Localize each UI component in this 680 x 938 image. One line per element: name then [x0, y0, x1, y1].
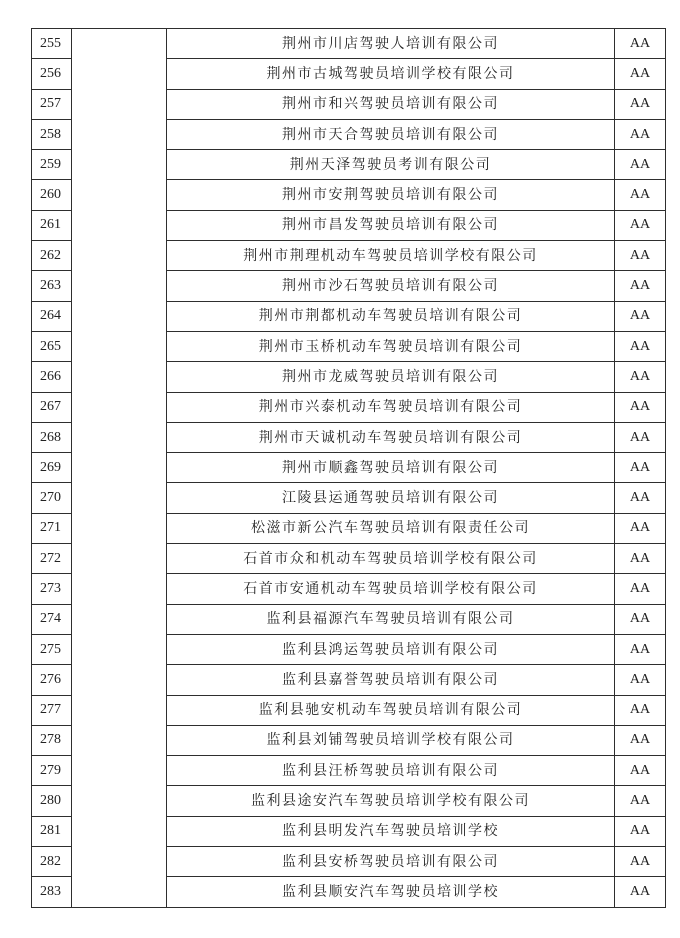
company-name: 石首市安通机动车驾驶员培训学校有限公司 — [167, 574, 615, 604]
credit-grade: AA — [615, 150, 666, 180]
row-number: 263 — [32, 271, 72, 301]
company-name: 荆州市天合驾驶员培训有限公司 — [167, 119, 615, 149]
table-row — [32, 29, 666, 59]
row-number: 282 — [32, 847, 72, 877]
row-number: 271 — [32, 513, 72, 543]
row-number: 270 — [32, 483, 72, 513]
company-name: 监利县汪桥驾驶员培训有限公司 — [167, 756, 615, 786]
company-name: 监利县刘铺驾驶员培训学校有限公司 — [167, 725, 615, 755]
credit-grade: AA — [615, 89, 666, 119]
credit-grade: AA — [615, 422, 666, 452]
credit-grade: AA — [615, 301, 666, 331]
credit-grade: AA — [615, 513, 666, 543]
row-number: 259 — [32, 150, 72, 180]
row-number: 275 — [32, 634, 72, 664]
company-name: 荆州天泽驾驶员考训有限公司 — [167, 150, 615, 180]
table-body — [32, 29, 666, 908]
credit-grade: AA — [615, 59, 666, 89]
company-name: 荆州市昌发驾驶员培训有限公司 — [167, 210, 615, 240]
credit-grade: AA — [615, 544, 666, 574]
row-number: 280 — [32, 786, 72, 816]
credit-grade: AA — [615, 483, 666, 513]
credit-grade: AA — [615, 756, 666, 786]
company-name: 江陵县运通驾驶员培训有限公司 — [167, 483, 615, 513]
driving-school-table — [31, 28, 666, 908]
credit-grade: AA — [615, 786, 666, 816]
row-number: 279 — [32, 756, 72, 786]
credit-grade: AA — [615, 725, 666, 755]
company-name: 荆州市安荆驾驶员培训有限公司 — [167, 180, 615, 210]
company-name: 监利县福源汽车驾驶员培训有限公司 — [167, 604, 615, 634]
row-number: 277 — [32, 695, 72, 725]
company-name: 松滋市新公汽车驾驶员培训有限责任公司 — [167, 513, 615, 543]
credit-grade: AA — [615, 392, 666, 422]
credit-grade: AA — [615, 271, 666, 301]
row-number: 257 — [32, 89, 72, 119]
company-name: 监利县鸿运驾驶员培训有限公司 — [167, 634, 615, 664]
company-name: 荆州市荆理机动车驾驶员培训学校有限公司 — [167, 241, 615, 271]
row-number: 258 — [32, 119, 72, 149]
company-name: 荆州市玉桥机动车驾驶员培训有限公司 — [167, 331, 615, 361]
credit-grade: AA — [615, 29, 666, 59]
row-number: 274 — [32, 604, 72, 634]
row-number: 256 — [32, 59, 72, 89]
row-number: 260 — [32, 180, 72, 210]
company-name: 荆州市川店驾驶人培训有限公司 — [167, 29, 615, 59]
company-name: 荆州市兴泰机动车驾驶员培训有限公司 — [167, 392, 615, 422]
company-name: 荆州市天诚机动车驾驶员培训有限公司 — [167, 422, 615, 452]
company-name: 石首市众和机动车驾驶员培训学校有限公司 — [167, 544, 615, 574]
company-name: 荆州市古城驾驶员培训学校有限公司 — [167, 59, 615, 89]
row-number: 278 — [32, 725, 72, 755]
company-name: 荆州市龙威驾驶员培训有限公司 — [167, 362, 615, 392]
row-number: 262 — [32, 241, 72, 271]
credit-grade: AA — [615, 604, 666, 634]
company-name: 监利县驰安机动车驾驶员培训有限公司 — [167, 695, 615, 725]
credit-grade: AA — [615, 180, 666, 210]
row-number: 266 — [32, 362, 72, 392]
credit-grade: AA — [615, 453, 666, 483]
company-name: 荆州市荆都机动车驾驶员培训有限公司 — [167, 301, 615, 331]
row-number: 283 — [32, 877, 72, 907]
row-number: 261 — [32, 210, 72, 240]
credit-grade: AA — [615, 847, 666, 877]
company-name: 监利县顺安汽车驾驶员培训学校 — [167, 877, 615, 907]
region-cell — [72, 29, 167, 908]
credit-grade: AA — [615, 331, 666, 361]
row-number: 281 — [32, 816, 72, 846]
row-number: 264 — [32, 301, 72, 331]
row-number: 273 — [32, 574, 72, 604]
credit-grade: AA — [615, 210, 666, 240]
credit-grade: AA — [615, 362, 666, 392]
row-number: 276 — [32, 665, 72, 695]
company-name: 监利县安桥驾驶员培训有限公司 — [167, 847, 615, 877]
company-name: 监利县嘉誉驾驶员培训有限公司 — [167, 665, 615, 695]
row-number: 268 — [32, 422, 72, 452]
company-name: 监利县途安汽车驾驶员培训学校有限公司 — [167, 786, 615, 816]
credit-grade: AA — [615, 877, 666, 907]
credit-grade: AA — [615, 119, 666, 149]
row-number: 267 — [32, 392, 72, 422]
credit-grade: AA — [615, 695, 666, 725]
credit-grade: AA — [615, 816, 666, 846]
company-name: 监利县明发汽车驾驶员培训学校 — [167, 816, 615, 846]
company-name: 荆州市沙石驾驶员培训有限公司 — [167, 271, 615, 301]
credit-grade: AA — [615, 665, 666, 695]
row-number: 269 — [32, 453, 72, 483]
row-number: 265 — [32, 331, 72, 361]
company-name: 荆州市和兴驾驶员培训有限公司 — [167, 89, 615, 119]
credit-grade: AA — [615, 574, 666, 604]
credit-grade: AA — [615, 241, 666, 271]
credit-grade: AA — [615, 634, 666, 664]
company-name: 荆州市顺鑫驾驶员培训有限公司 — [167, 453, 615, 483]
row-number: 272 — [32, 544, 72, 574]
row-number: 255 — [32, 29, 72, 59]
